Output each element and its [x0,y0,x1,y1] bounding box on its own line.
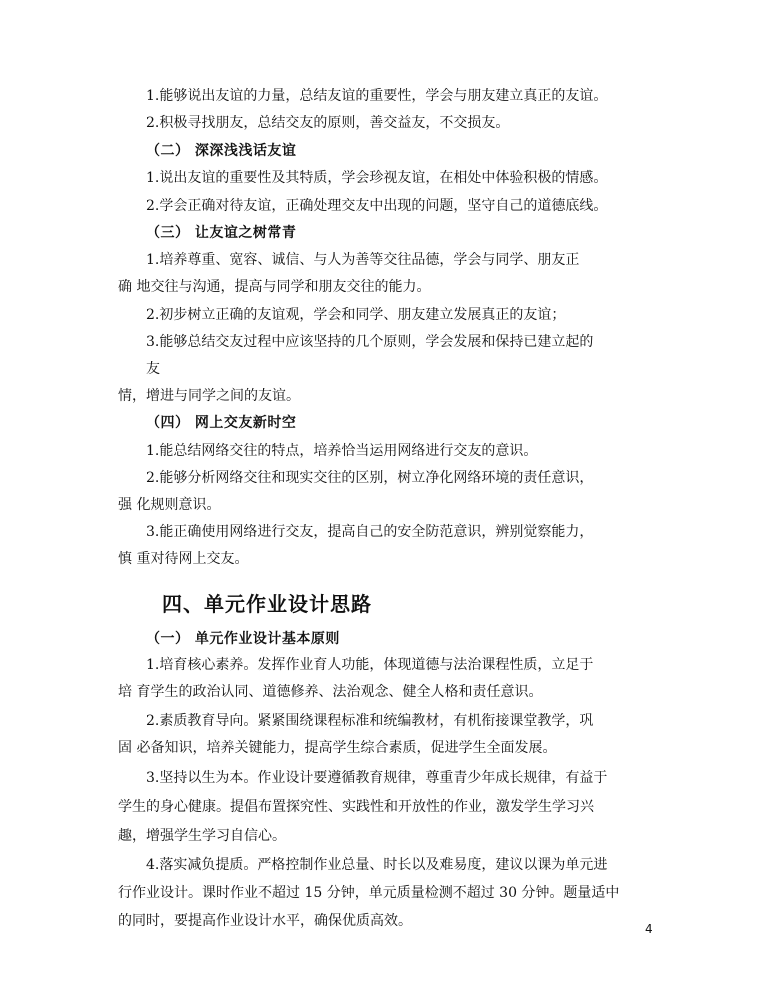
objective-text: 1.能够说出友谊的力量，总结友谊的重要性，学会与朋友建立真正的友谊。 [146,88,608,104]
objective-text: 2.初步树立正确的友谊观，学会和同学、朋友建立发展真正的友谊； [146,307,566,323]
principle-text: 的同时，要提高作业设计水平，确保优质高效。 [118,913,412,929]
principle-text: 4.落实减负提质。严格控制作业总量、时长以及难易度，建议以课为单元进 [146,857,608,873]
objective-text: 1.说出友谊的重要性及其特质，学会珍视友谊，在相处中体验积极的情感。 [146,170,608,186]
objective-text: 1.能总结网络交往的特点，培养恰当运用网络进行交友的意识。 [146,443,538,459]
section-title: 四、单元作业设计思路 [162,592,372,616]
principle-text: 趣，增强学生学习自信心。 [118,828,286,844]
objective-text: 2.积极寻找朋友，总结交友的原则，善交益友，不交损友。 [146,115,510,131]
subsection-heading: （三） 让友谊之树常青 [146,225,297,241]
objective-text: 3.能够总结交友过程中应该坚持的几个原则，学会发展和保持已建立起的 [146,334,594,350]
principle-text: 培 育学生的政治认同、道德修养、法治观念、健全人格和责任意识。 [118,684,543,700]
page-number: 4 [645,922,653,936]
principle-text: 2.素质教育导向。紧紧围绕课程标准和统编教材，有机衔接课堂教学，巩 [146,713,594,729]
subsection-heading: （四） 网上交友新时空 [146,415,297,431]
objective-text: 确 地交往与沟通，提高与同学和朋友交往的能力。 [118,279,431,295]
objective-text: 慎 重对待网上交友。 [118,551,249,567]
subsection-heading: （一） 单元作业设计基本原则 [146,631,340,647]
objective-text: 情，增进与同学之间的友谊。 [118,388,300,404]
principle-text: 1.培育核心素养。发挥作业育人功能，体现道德与法治课程性质，立足于 [146,657,594,673]
principle-text: 3.坚持以生为本。作业设计要遵循教育规律，尊重青少年成长规律，有益于 [146,770,608,786]
objective-text: 强 化规则意识。 [118,497,221,513]
objective-text: 2.能够分析网络交往和现实交往的区别，树立净化网络环境的责任意识， [146,470,594,486]
subsection-heading: （二） 深深浅浅话友谊 [146,143,297,159]
objective-text: 3.能正确使用网络进行交友，提高自己的安全防范意识，辨别觉察能力， [146,524,594,540]
principle-text: 学生的身心健康。提倡布置探究性、实践性和开放性的作业，激发学生学习兴 [118,799,594,815]
principle-text: 行作业设计。课时作业不超过 15 分钟，单元质量检测不超过 30 分钟。题量适中 [118,885,620,901]
objective-text: 友 [146,361,160,377]
objective-text: 1.培养尊重、宽容、诚信、与人为善等交往品德，学会与同学、朋友正 [146,252,580,268]
objective-text: 2.学会正确对待友谊，正确处理交友中出现的问题，坚守自己的道德底线。 [146,198,608,214]
principle-text: 固 必备知识，培养关键能力，提高学生综合素质，促进学生全面发展。 [118,740,557,756]
